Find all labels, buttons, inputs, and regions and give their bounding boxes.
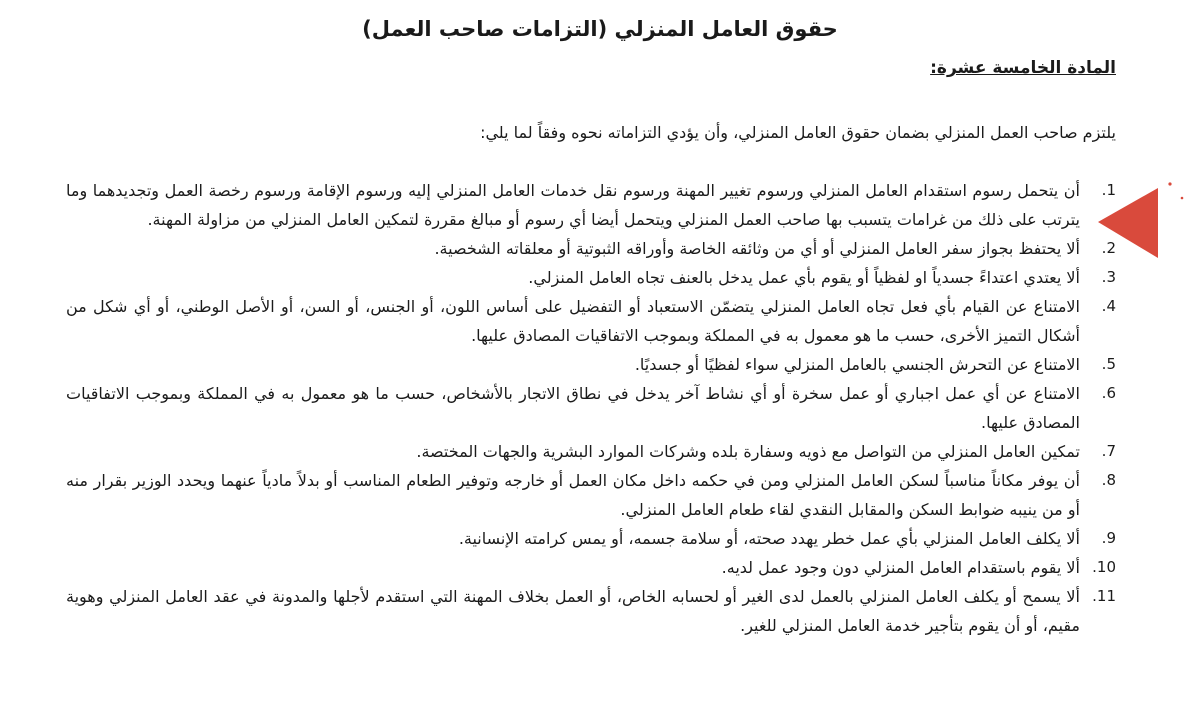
list-item-text: الامتناع عن التحرش الجنسي بالعامل المنزلي سواء لفظيًا أو جسديًا. [634, 355, 1080, 374]
article-heading: المادة الخامسة عشرة: [930, 58, 1116, 78]
list-item-number: 5. [1101, 355, 1116, 373]
list-item [66, 582, 1116, 640]
list-item-text: أن يتحمل رسوم استقدام العامل المنزلي ورسوم تغيير المهنة ورسوم نقل خدمات العامل المنزلي إليه ورسوم الإقامة ورسوم رخصة العمل وتجديدهما وما يترتب على ذلك من غرامات يتسبب بها صاحب العمل المنزلي ويتحمل أيضا أي رسوم أو مبالغ مقررة لتمكين العامل المنزلي من مزاولة المهنة. [66, 181, 1080, 229]
list-item-number: 6. [1101, 384, 1116, 402]
list-item [66, 263, 1116, 292]
list-item-text: الامتناع عن القيام بأي فعل تجاه العامل المنزلي يتضمّن الاستعباد أو التفضيل على أساس اللون، أو الجنس، أو السن، أو الأصل الوطني، أو أي شكل من أشكال التميز الأخرى، حسب ما هو معمول به في المملكة وبموجب الاتفاقيات المصادق عليها. [66, 297, 1080, 345]
list-item [66, 553, 1116, 582]
list-item-text: ألا يكلف العامل المنزلي بأي عمل خطر يهدد صحته، أو سلامة جسمه، أو يمس كرامته الإنسانية. [458, 529, 1080, 548]
list-item [66, 466, 1116, 524]
list-item-text: ألا يحتفظ بجواز سفر العامل المنزلي أو أي من وثائقه الخاصة وأوراقه الثبوتية أو معلقاته الشخصية. [434, 239, 1080, 258]
dot-2 [1181, 197, 1184, 200]
red-triangle-pointer-icon [1090, 176, 1190, 266]
list-item-text: ألا يسمح أو يكلف العامل المنزلي بالعمل لدى الغير أو لحسابه الخاص، أو العمل بخلاف المهنة التي استقدم لأجلها والمدونة في عقد العامل المنزلي وهوية مقيم، أو أن يقوم بتأجير خدمة العامل المنزلي للغير. [66, 587, 1080, 635]
list-item [66, 379, 1116, 437]
dot-1 [1168, 182, 1171, 185]
list-item-text: ألا يقوم باستقدام العامل المنزلي دون وجود عمل لديه. [721, 558, 1080, 577]
list-item-number: 2. [1101, 239, 1116, 257]
list-item-number: 8. [1101, 471, 1116, 489]
list-item-number: 10. [1092, 558, 1116, 576]
list-item [66, 234, 1116, 263]
list-item [66, 176, 1116, 234]
list-item-text: ألا يعتدي اعتداءً جسدياً او لفظياً أو يقوم بأي عمل يدخل بالعنف تجاه العامل المنزلي. [528, 268, 1080, 287]
list-item [66, 350, 1116, 379]
list-item-text: أن يوفر مكاناً مناسباً لسكن العامل المنزلي ومن في حكمه داخل مكان العمل أو خارجه وتوفير الطعام المناسب أو بدلاً مادياً عنهما ويحدد الوزير بقرار منه أو من ينيبه ضوابط السكن والمقابل النقدي لقاء طعام العامل المنزلي. [66, 471, 1080, 519]
list-item-number: 9. [1101, 529, 1116, 547]
list-item-number: 3. [1101, 268, 1116, 286]
list-item-text: تمكين العامل المنزلي من التواصل مع ذويه وسفارة بلده وشركات الموارد البشرية والجهات المختصة. [416, 442, 1080, 461]
list-item-number: 7. [1101, 442, 1116, 460]
list-item [66, 524, 1116, 553]
page-title: حقوق العامل المنزلي (التزامات صاحب العمل) [362, 17, 838, 41]
dot-3 [1149, 201, 1151, 203]
list-item-text: الامتناع عن أي عمل اجباري أو عمل سخرة أو أي نشاط آخر يدخل في نطاق الاتجار بالأشخاص، حسب ما هو معمول به في المملكة وبموجب الاتفاقيات المصادق عليها. [66, 384, 1080, 432]
list-item-number: 4. [1101, 297, 1116, 315]
list-item-number: 1. [1101, 181, 1116, 199]
triangle-shape [1098, 188, 1158, 258]
list-item [66, 292, 1116, 350]
list-item-number: 11. [1092, 587, 1116, 605]
list-item [66, 437, 1116, 466]
intro-paragraph: يلتزم صاحب العمل المنزلي بضمان حقوق العامل المنزلي، وأن يؤدي التزاماته نحوه وفقاً لما يلي: [480, 123, 1116, 142]
obligations-list [66, 176, 1116, 640]
